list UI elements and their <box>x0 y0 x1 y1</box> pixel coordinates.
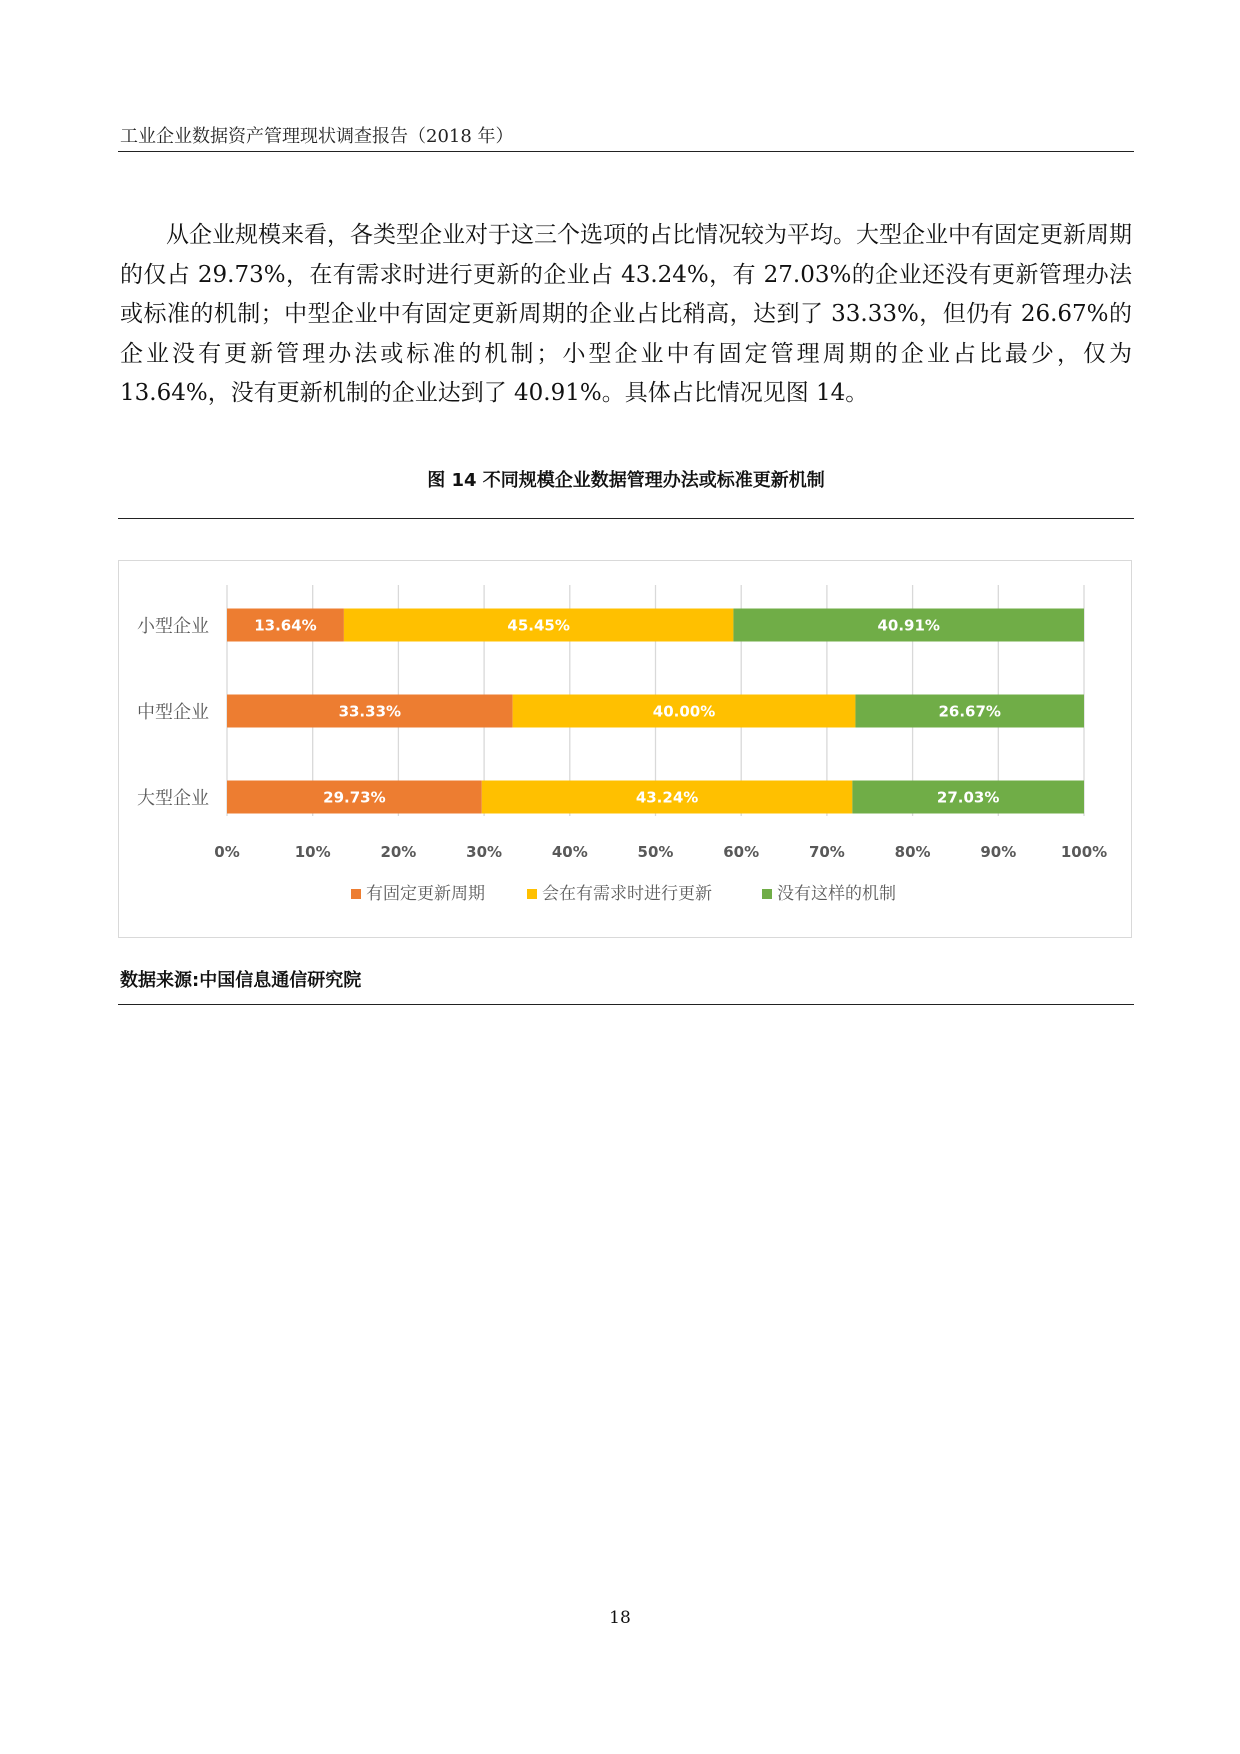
page-number: 18 <box>609 1608 631 1628</box>
legend-swatch <box>527 889 537 899</box>
x-tick-label: 10% <box>294 843 331 861</box>
bar-data-label: 33.33% <box>338 702 402 721</box>
bar-data-label: 26.67% <box>938 702 1001 721</box>
bar-data-label: 40.91% <box>877 616 940 635</box>
legend-label: 没有这样的机制 <box>777 884 896 904</box>
bar-data-label: 13.64% <box>254 616 317 635</box>
legend-swatch <box>351 889 361 899</box>
bar-data-label: 29.73% <box>323 788 386 807</box>
x-tick-label: 30% <box>466 843 503 861</box>
category-label: 大型企业 <box>137 788 209 809</box>
bar-data-label: 40.00% <box>652 702 716 721</box>
bar-data-label: 27.03% <box>936 788 1000 807</box>
x-tick-label: 40% <box>551 843 588 861</box>
chart-frame <box>118 560 1132 938</box>
caption-rule <box>118 518 1134 519</box>
x-tick-label: 80% <box>894 843 931 861</box>
x-tick-label: 60% <box>723 843 760 861</box>
header-rule <box>118 151 1134 152</box>
x-tick-label: 50% <box>637 843 674 861</box>
x-tick-label: 100% <box>1060 843 1108 861</box>
x-tick-label: 70% <box>808 843 845 861</box>
report-header-title: 工业企业数据资产管理现状调查报告（2018 年） <box>120 126 514 147</box>
legend-label: 会在有需求时进行更新 <box>542 884 712 904</box>
category-label: 中型企业 <box>137 702 209 723</box>
stacked-bar-chart <box>119 561 1130 936</box>
legend-swatch <box>762 889 772 899</box>
body-paragraph: 从企业规模来看，各类型企业对于这三个选项的占比情况较为平均。大型企业中有固定更新周期的仅占 29.73%，在有需求时进行更新的企业占 43.24%，有 27.03%的企业还没有更新管理办法或标准的机制；中型企业中有固定更新周期的企业占比稍高，达到了 33.33%，但仍有 26.67%的企业没有更新管理办法或标准的机制；小型企业中有固定管理周期的企业占比最少，仅为 13.64%，没有更新机制的企业达到了 40.91%。具体占比情况见图 14。 <box>120 222 1132 406</box>
bar-data-label: 43.24% <box>635 788 699 807</box>
source-rule <box>118 1004 1134 1005</box>
legend-label: 有固定更新周期 <box>366 884 485 904</box>
x-tick-label: 20% <box>380 843 417 861</box>
x-tick-label: 90% <box>980 843 1017 861</box>
figure-caption: 图 14 不同规模企业数据管理办法或标准更新机制 <box>427 470 825 491</box>
category-label: 小型企业 <box>137 616 209 637</box>
bar-data-label: 45.45% <box>507 616 570 635</box>
data-source-note: 数据来源:中国信息通信研究院 <box>120 970 362 991</box>
x-tick-label: 0% <box>214 843 240 861</box>
